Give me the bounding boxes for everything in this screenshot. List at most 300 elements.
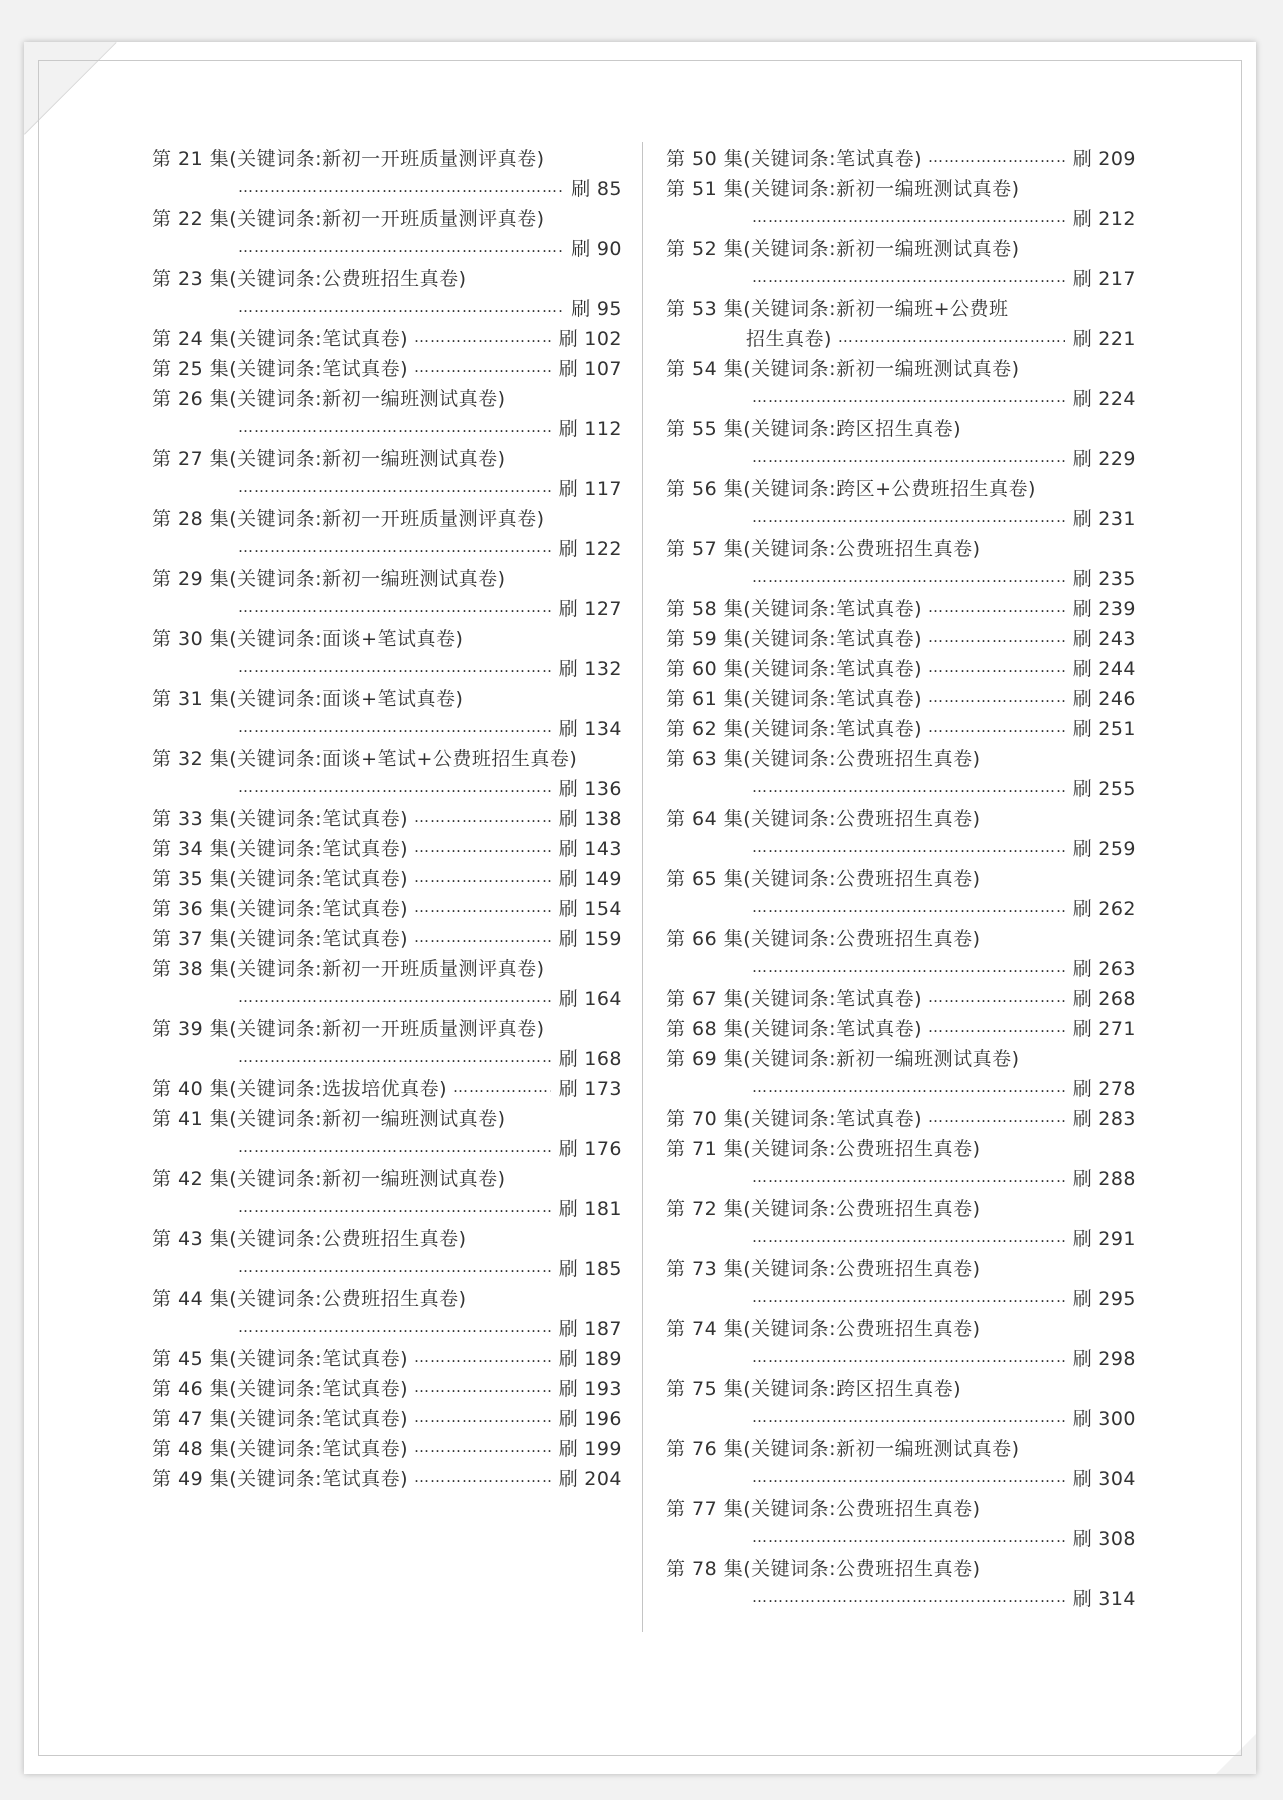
toc-entry-title: 第 27 集(关键词条:新初一编班测试真卷) (152, 447, 506, 470)
toc-page-unit: 刷 (1072, 837, 1093, 860)
toc-leader-dots (414, 802, 551, 832)
toc-entry-line (152, 1162, 622, 1192)
toc-page-ref (1073, 324, 1136, 351)
toc-entry-title: 第 45 集(关键词条:笔试真卷) (152, 1347, 408, 1370)
toc-page-number: 95 (596, 297, 622, 320)
toc-entry[interactable] (152, 1462, 622, 1492)
toc-entry-line (666, 1102, 1136, 1132)
toc-entry[interactable] (666, 412, 1136, 472)
toc-entry[interactable] (152, 952, 622, 1012)
toc-page-ref (1073, 774, 1136, 801)
toc-leader-dots (752, 1282, 1065, 1312)
toc-entry-title: 第 51 集(关键词条:新初一编班测试真卷) (666, 177, 1020, 200)
toc-page-ref (559, 1344, 622, 1371)
toc-entry[interactable] (666, 352, 1136, 412)
toc-column-left (152, 142, 622, 1492)
toc-page-number: 244 (1098, 657, 1136, 680)
toc-leader-dots (752, 262, 1065, 292)
toc-page-ref (559, 324, 622, 351)
toc-entry[interactable] (666, 1432, 1136, 1492)
toc-entry-continuation (152, 412, 622, 442)
toc-entry-line (666, 292, 1136, 322)
toc-page-ref (1073, 1524, 1136, 1551)
toc-page-ref (1073, 1464, 1136, 1491)
toc-entry-continuation (666, 1342, 1136, 1372)
toc-page-unit: 刷 (1072, 1527, 1093, 1550)
toc-page-ref (571, 294, 622, 321)
toc-entry-title: 第 74 集(关键词条:公费班招生真卷) (666, 1317, 981, 1340)
toc-leader-dots (414, 1372, 551, 1402)
toc-entry[interactable] (152, 202, 622, 262)
toc-entry[interactable] (152, 322, 622, 352)
toc-page-number: 278 (1098, 1077, 1136, 1100)
toc-entry-continuation (666, 1222, 1136, 1252)
toc-entry[interactable] (152, 442, 622, 502)
toc-entry-line (666, 412, 1136, 442)
toc-entry-line (152, 1432, 622, 1462)
toc-entry-title: 第 26 集(关键词条:新初一编班测试真卷) (152, 387, 506, 410)
toc-page-number: 295 (1098, 1287, 1136, 1310)
toc-entry[interactable] (666, 472, 1136, 532)
toc-entry-title: 第 67 集(关键词条:笔试真卷) (666, 987, 922, 1010)
toc-page-ref (559, 474, 622, 501)
toc-leader-dots (928, 982, 1065, 1012)
toc-page-number: 243 (1098, 627, 1136, 650)
toc-entry-line (152, 892, 622, 922)
toc-entry-line (666, 1252, 1136, 1282)
toc-page-unit: 刷 (1072, 687, 1093, 710)
toc-page-number: 263 (1098, 957, 1136, 980)
toc-page-number: 224 (1098, 387, 1136, 410)
toc-leader-dots (238, 1312, 551, 1342)
toc-entry-line (152, 202, 622, 232)
toc-page-unit: 刷 (558, 1317, 579, 1340)
toc-entry-continuation (666, 892, 1136, 922)
toc-page-unit: 刷 (558, 1197, 579, 1220)
toc-page-number: 246 (1098, 687, 1136, 710)
toc-entry-line (152, 1072, 622, 1102)
toc-entry-line (666, 1372, 1136, 1402)
toc-page-ref (1073, 894, 1136, 921)
toc-leader-dots (414, 322, 551, 352)
toc-page-number: 136 (584, 777, 622, 800)
toc-page-unit: 刷 (1072, 1467, 1093, 1490)
toc-leader-dots (238, 982, 551, 1012)
toc-entry-title: 第 29 集(关键词条:新初一编班测试真卷) (152, 567, 506, 590)
toc-entry-line (152, 502, 622, 532)
toc-entry[interactable] (666, 1102, 1136, 1132)
toc-entry-title: 第 34 集(关键词条:笔试真卷) (152, 837, 408, 860)
toc-leader-dots (414, 892, 551, 922)
toc-entry-title: 第 47 集(关键词条:笔试真卷) (152, 1407, 408, 1430)
toc-entry[interactable] (666, 712, 1136, 742)
toc-entry-title: 第 63 集(关键词条:公费班招生真卷) (666, 747, 981, 770)
toc-entry[interactable] (666, 1252, 1136, 1312)
toc-page-unit: 刷 (558, 477, 579, 500)
toc-entry-line (666, 1492, 1136, 1522)
toc-page-ref (1073, 624, 1136, 651)
toc-leader-dots (238, 412, 551, 442)
toc-entry-line (152, 1372, 622, 1402)
toc-page-unit: 刷 (1072, 1167, 1093, 1190)
toc-page-ref (1073, 834, 1136, 861)
toc-entry[interactable] (666, 1312, 1136, 1372)
toc-page-unit: 刷 (558, 867, 579, 890)
toc-leader-dots (838, 322, 1065, 352)
toc-page-number: 298 (1098, 1347, 1136, 1370)
toc-entry[interactable] (666, 142, 1136, 172)
toc-entry[interactable] (666, 682, 1136, 712)
toc-page-unit: 刷 (558, 927, 579, 950)
toc-entry-line (152, 442, 622, 472)
toc-page-unit: 刷 (1072, 567, 1093, 590)
toc-entry[interactable] (666, 1132, 1136, 1192)
toc-page-unit: 刷 (558, 1377, 579, 1400)
toc-page-number: 291 (1098, 1227, 1136, 1250)
toc-entry-title: 第 56 集(关键词条:跨区+公费班招生真卷) (666, 477, 1036, 500)
toc-page-number: 300 (1098, 1407, 1136, 1430)
toc-entry-continuation (152, 592, 622, 622)
toc-entry[interactable] (666, 1012, 1136, 1042)
toc-entry[interactable] (666, 742, 1136, 802)
toc-entry-line (152, 622, 622, 652)
toc-entry-title: 第 32 集(关键词条:面谈+笔试+公费班招生真卷) (152, 747, 578, 770)
toc-leader-dots (752, 1222, 1065, 1252)
toc-page-ref (1073, 1224, 1136, 1251)
toc-entry-title: 第 31 集(关键词条:面谈+笔试真卷) (152, 687, 464, 710)
toc-page-unit: 刷 (558, 987, 579, 1010)
toc-entry-line (152, 262, 622, 292)
toc-entry-title: 第 22 集(关键词条:新初一开班质量测评真卷) (152, 207, 545, 230)
toc-leader-dots (752, 442, 1065, 472)
toc-page-ref (1073, 264, 1136, 291)
toc-leader-dots (238, 1252, 551, 1282)
toc-leader-dots (752, 562, 1065, 592)
toc-entry[interactable] (666, 1192, 1136, 1252)
toc-page-ref (559, 1374, 622, 1401)
toc-page-unit: 刷 (558, 897, 579, 920)
toc-entry-line (666, 1312, 1136, 1342)
toc-page-ref (1073, 1014, 1136, 1041)
toc-page-ref (559, 594, 622, 621)
toc-entry[interactable] (152, 1402, 622, 1432)
toc-entry-line (152, 1342, 622, 1372)
toc-entry[interactable] (666, 232, 1136, 292)
toc-entry-continuation (152, 982, 622, 1012)
toc-entry[interactable] (666, 592, 1136, 622)
toc-entry[interactable] (152, 1432, 622, 1462)
toc-entry[interactable] (152, 1222, 622, 1282)
toc-entry[interactable] (152, 622, 622, 682)
toc-entry-continuation (666, 1522, 1136, 1552)
toc-page-unit: 刷 (1072, 717, 1093, 740)
toc-page-unit: 刷 (558, 777, 579, 800)
toc-entry-line (666, 1132, 1136, 1162)
toc-leader-dots (238, 172, 563, 202)
toc-leader-dots (414, 922, 551, 952)
toc-page-ref (1073, 1344, 1136, 1371)
toc-page-ref (1073, 1164, 1136, 1191)
toc-entry-line (666, 982, 1136, 1012)
toc-page-number: 271 (1098, 1017, 1136, 1040)
toc-entry-line (152, 562, 622, 592)
toc-entry[interactable] (666, 802, 1136, 862)
toc-page-number: 231 (1098, 507, 1136, 530)
toc-page-unit: 刷 (558, 1467, 579, 1490)
toc-entry-title: 第 69 集(关键词条:新初一编班测试真卷) (666, 1047, 1020, 1070)
toc-entry-title: 第 37 集(关键词条:笔试真卷) (152, 927, 408, 950)
toc-entry-line (666, 652, 1136, 682)
toc-page-number: 204 (584, 1467, 622, 1490)
toc-entry-line (666, 592, 1136, 622)
toc-page-unit: 刷 (1072, 1407, 1093, 1430)
toc-entry[interactable] (152, 262, 622, 322)
toc-leader-dots (928, 592, 1065, 622)
toc-leader-dots (414, 862, 551, 892)
toc-page-ref (559, 1314, 622, 1341)
toc-page-ref (1073, 954, 1136, 981)
toc-entry-continuation (666, 562, 1136, 592)
toc-entry-line (666, 1552, 1136, 1582)
toc-entry-title-continued: 招生真卷) (746, 327, 832, 350)
toc-entry[interactable] (152, 922, 622, 952)
toc-entry-line (152, 832, 622, 862)
toc-entry-continuation (152, 772, 622, 802)
toc-entry-line (152, 682, 622, 712)
toc-page-unit: 刷 (558, 597, 579, 620)
toc-page-ref (559, 984, 622, 1011)
toc-leader-dots (752, 502, 1065, 532)
toc-page-ref (1073, 1074, 1136, 1101)
toc-page-ref (1073, 204, 1136, 231)
toc-leader-dots (752, 1462, 1065, 1492)
toc-leader-dots (238, 1132, 551, 1162)
toc-entry-continuation (152, 1252, 622, 1282)
toc-entry[interactable] (152, 1012, 622, 1072)
toc-entry-line (666, 622, 1136, 652)
toc-page-number: 212 (1098, 207, 1136, 230)
toc-entry[interactable] (666, 622, 1136, 652)
toc-entry-title: 第 42 集(关键词条:新初一编班测试真卷) (152, 1167, 506, 1190)
toc-page-unit: 刷 (1072, 897, 1093, 920)
toc-entry[interactable] (666, 1372, 1136, 1432)
toc-entry-title: 第 62 集(关键词条:笔试真卷) (666, 717, 922, 740)
toc-page-unit: 刷 (558, 1437, 579, 1460)
toc-page-number: 90 (596, 237, 622, 260)
toc-page-ref (559, 534, 622, 561)
toc-entry-title: 第 70 集(关键词条:笔试真卷) (666, 1107, 922, 1130)
toc-entry-continuation (666, 1162, 1136, 1192)
toc-entry[interactable] (666, 172, 1136, 232)
toc-entry-continuation (152, 232, 622, 262)
toc-entry[interactable] (666, 982, 1136, 1012)
toc-entry-title: 第 52 集(关键词条:新初一编班测试真卷) (666, 237, 1020, 260)
toc-entry[interactable] (152, 562, 622, 622)
toc-entry-line (152, 922, 622, 952)
toc-entry-continuation (152, 1312, 622, 1342)
toc-page-ref (1073, 1284, 1136, 1311)
toc-entry-title: 第 38 集(关键词条:新初一开班质量测评真卷) (152, 957, 545, 980)
toc-leader-dots (453, 1072, 551, 1102)
toc-page-ref (559, 864, 622, 891)
toc-entry-continuation (152, 172, 622, 202)
toc-page-ref (559, 774, 622, 801)
toc-page-number: 164 (584, 987, 622, 1010)
toc-entry-line (152, 1102, 622, 1132)
toc-entry[interactable] (666, 1042, 1136, 1102)
toc-entry-line (666, 472, 1136, 502)
toc-entry-title: 第 71 集(关键词条:公费班招生真卷) (666, 1137, 981, 1160)
toc-page-unit: 刷 (571, 237, 591, 260)
toc-page-ref (559, 1464, 622, 1491)
toc-entry-title: 第 57 集(关键词条:公费班招生真卷) (666, 537, 981, 560)
toc-entry[interactable] (152, 142, 622, 202)
toc-entry[interactable] (666, 1552, 1136, 1612)
toc-page-unit: 刷 (1072, 447, 1093, 470)
toc-page-number: 199 (584, 1437, 622, 1460)
toc-entry-line (152, 382, 622, 412)
toc-entry-title: 第 64 集(关键词条:公费班招生真卷) (666, 807, 981, 830)
toc-page-unit: 刷 (1072, 147, 1093, 170)
toc-leader-dots (238, 532, 551, 562)
toc-leader-dots (238, 1042, 551, 1072)
toc-entry-line (152, 1282, 622, 1312)
toc-page-unit: 刷 (558, 417, 579, 440)
toc-page-number: 102 (584, 327, 622, 350)
toc-entry-continuation (666, 1402, 1136, 1432)
toc-entry-title: 第 58 集(关键词条:笔试真卷) (666, 597, 922, 620)
toc-page-unit: 刷 (558, 717, 579, 740)
toc-page-ref (559, 1404, 622, 1431)
toc-page-number: 229 (1098, 447, 1136, 470)
toc-page-number: 189 (584, 1347, 622, 1370)
toc-entry[interactable] (666, 922, 1136, 982)
toc-page-unit: 刷 (1072, 657, 1093, 680)
toc-page-unit: 刷 (1072, 627, 1093, 650)
toc-entry-continuation (152, 1042, 622, 1072)
toc-page-number: 304 (1098, 1467, 1136, 1490)
toc-entry-continuation (666, 1582, 1136, 1612)
toc-entry[interactable] (152, 1282, 622, 1342)
toc-leader-dots (414, 1402, 551, 1432)
toc-page-unit: 刷 (1072, 957, 1093, 980)
toc-page-unit: 刷 (571, 297, 591, 320)
toc-leader-dots (752, 1402, 1065, 1432)
toc-entry[interactable] (152, 502, 622, 562)
toc-page-unit: 刷 (558, 837, 579, 860)
toc-page-number: 288 (1098, 1167, 1136, 1190)
toc-entry-continuation (152, 292, 622, 322)
toc-entry-continuation (152, 712, 622, 742)
toc-entry[interactable] (152, 832, 622, 862)
toc-entry-title: 第 25 集(关键词条:笔试真卷) (152, 357, 408, 380)
toc-entry[interactable] (152, 862, 622, 892)
toc-entry-continuation (152, 472, 622, 502)
toc-page-number: 117 (584, 477, 622, 500)
toc-page-number: 262 (1098, 897, 1136, 920)
toc-leader-dots (238, 292, 563, 322)
toc-leader-dots (928, 682, 1065, 712)
toc-page-number: 181 (584, 1197, 622, 1220)
toc-leader-dots (752, 1072, 1065, 1102)
toc-entry[interactable] (666, 1492, 1136, 1552)
toc-page-unit: 刷 (1072, 777, 1093, 800)
toc-page-unit: 刷 (558, 357, 579, 380)
toc-entry-continuation (666, 832, 1136, 862)
document-page (24, 42, 1256, 1774)
toc-entry-line (666, 172, 1136, 202)
toc-page-number: 127 (584, 597, 622, 620)
toc-page-ref (1073, 684, 1136, 711)
toc-entry-line (666, 352, 1136, 382)
toc-leader-dots (752, 202, 1065, 232)
toc-page-number: 255 (1098, 777, 1136, 800)
toc-entry[interactable] (152, 1162, 622, 1222)
toc-leader-dots (752, 1582, 1065, 1612)
toc-page-number: 122 (584, 537, 622, 560)
toc-entry[interactable] (152, 382, 622, 442)
toc-page-ref (1073, 144, 1136, 171)
toc-leader-dots (238, 1192, 551, 1222)
toc-entry[interactable] (666, 532, 1136, 592)
toc-leader-dots (928, 652, 1065, 682)
toc-page-unit: 刷 (1072, 207, 1093, 230)
toc-entry-title: 第 68 集(关键词条:笔试真卷) (666, 1017, 922, 1040)
toc-page-ref (571, 234, 622, 261)
toc-entry-line (666, 862, 1136, 892)
toc-entry[interactable] (152, 1372, 622, 1402)
toc-entry-title: 第 33 集(关键词条:笔试真卷) (152, 807, 408, 830)
toc-entry[interactable] (152, 1072, 622, 1102)
toc-page-number: 143 (584, 837, 622, 860)
toc-entry-line (152, 952, 622, 982)
toc-entry[interactable] (666, 652, 1136, 682)
toc-entry[interactable] (666, 292, 1136, 352)
toc-entry-line (666, 232, 1136, 262)
toc-page-number: 251 (1098, 717, 1136, 740)
toc-page-ref (1073, 1584, 1136, 1611)
toc-entry-line (666, 1192, 1136, 1222)
toc-entry-line (152, 352, 622, 382)
toc-leader-dots (238, 712, 551, 742)
toc-page-ref (559, 1044, 622, 1071)
toc-entry-title: 第 48 集(关键词条:笔试真卷) (152, 1437, 408, 1460)
toc-page-number: 112 (584, 417, 622, 440)
toc-entry[interactable] (152, 802, 622, 832)
toc-page-ref (559, 924, 622, 951)
toc-leader-dots (928, 712, 1065, 742)
toc-leader-dots (752, 1162, 1065, 1192)
toc-entry[interactable] (152, 682, 622, 742)
toc-page-ref (559, 1194, 622, 1221)
toc-page-ref (559, 804, 622, 831)
toc-page-ref (559, 1254, 622, 1281)
toc-page-ref (1073, 504, 1136, 531)
toc-page-ref (1073, 714, 1136, 741)
toc-entry-line (152, 1402, 622, 1432)
toc-page-unit: 刷 (1072, 387, 1093, 410)
toc-leader-dots (928, 1012, 1065, 1042)
toc-entry[interactable] (152, 892, 622, 922)
toc-entry[interactable] (152, 1102, 622, 1162)
toc-entry[interactable] (152, 352, 622, 382)
toc-entry[interactable] (666, 862, 1136, 922)
toc-entry-title: 第 39 集(关键词条:新初一开班质量测评真卷) (152, 1017, 545, 1040)
toc-page-unit: 刷 (1072, 1347, 1093, 1370)
toc-entry[interactable] (152, 1342, 622, 1372)
toc-entry[interactable] (152, 742, 622, 802)
toc-entry-continuation (666, 1462, 1136, 1492)
